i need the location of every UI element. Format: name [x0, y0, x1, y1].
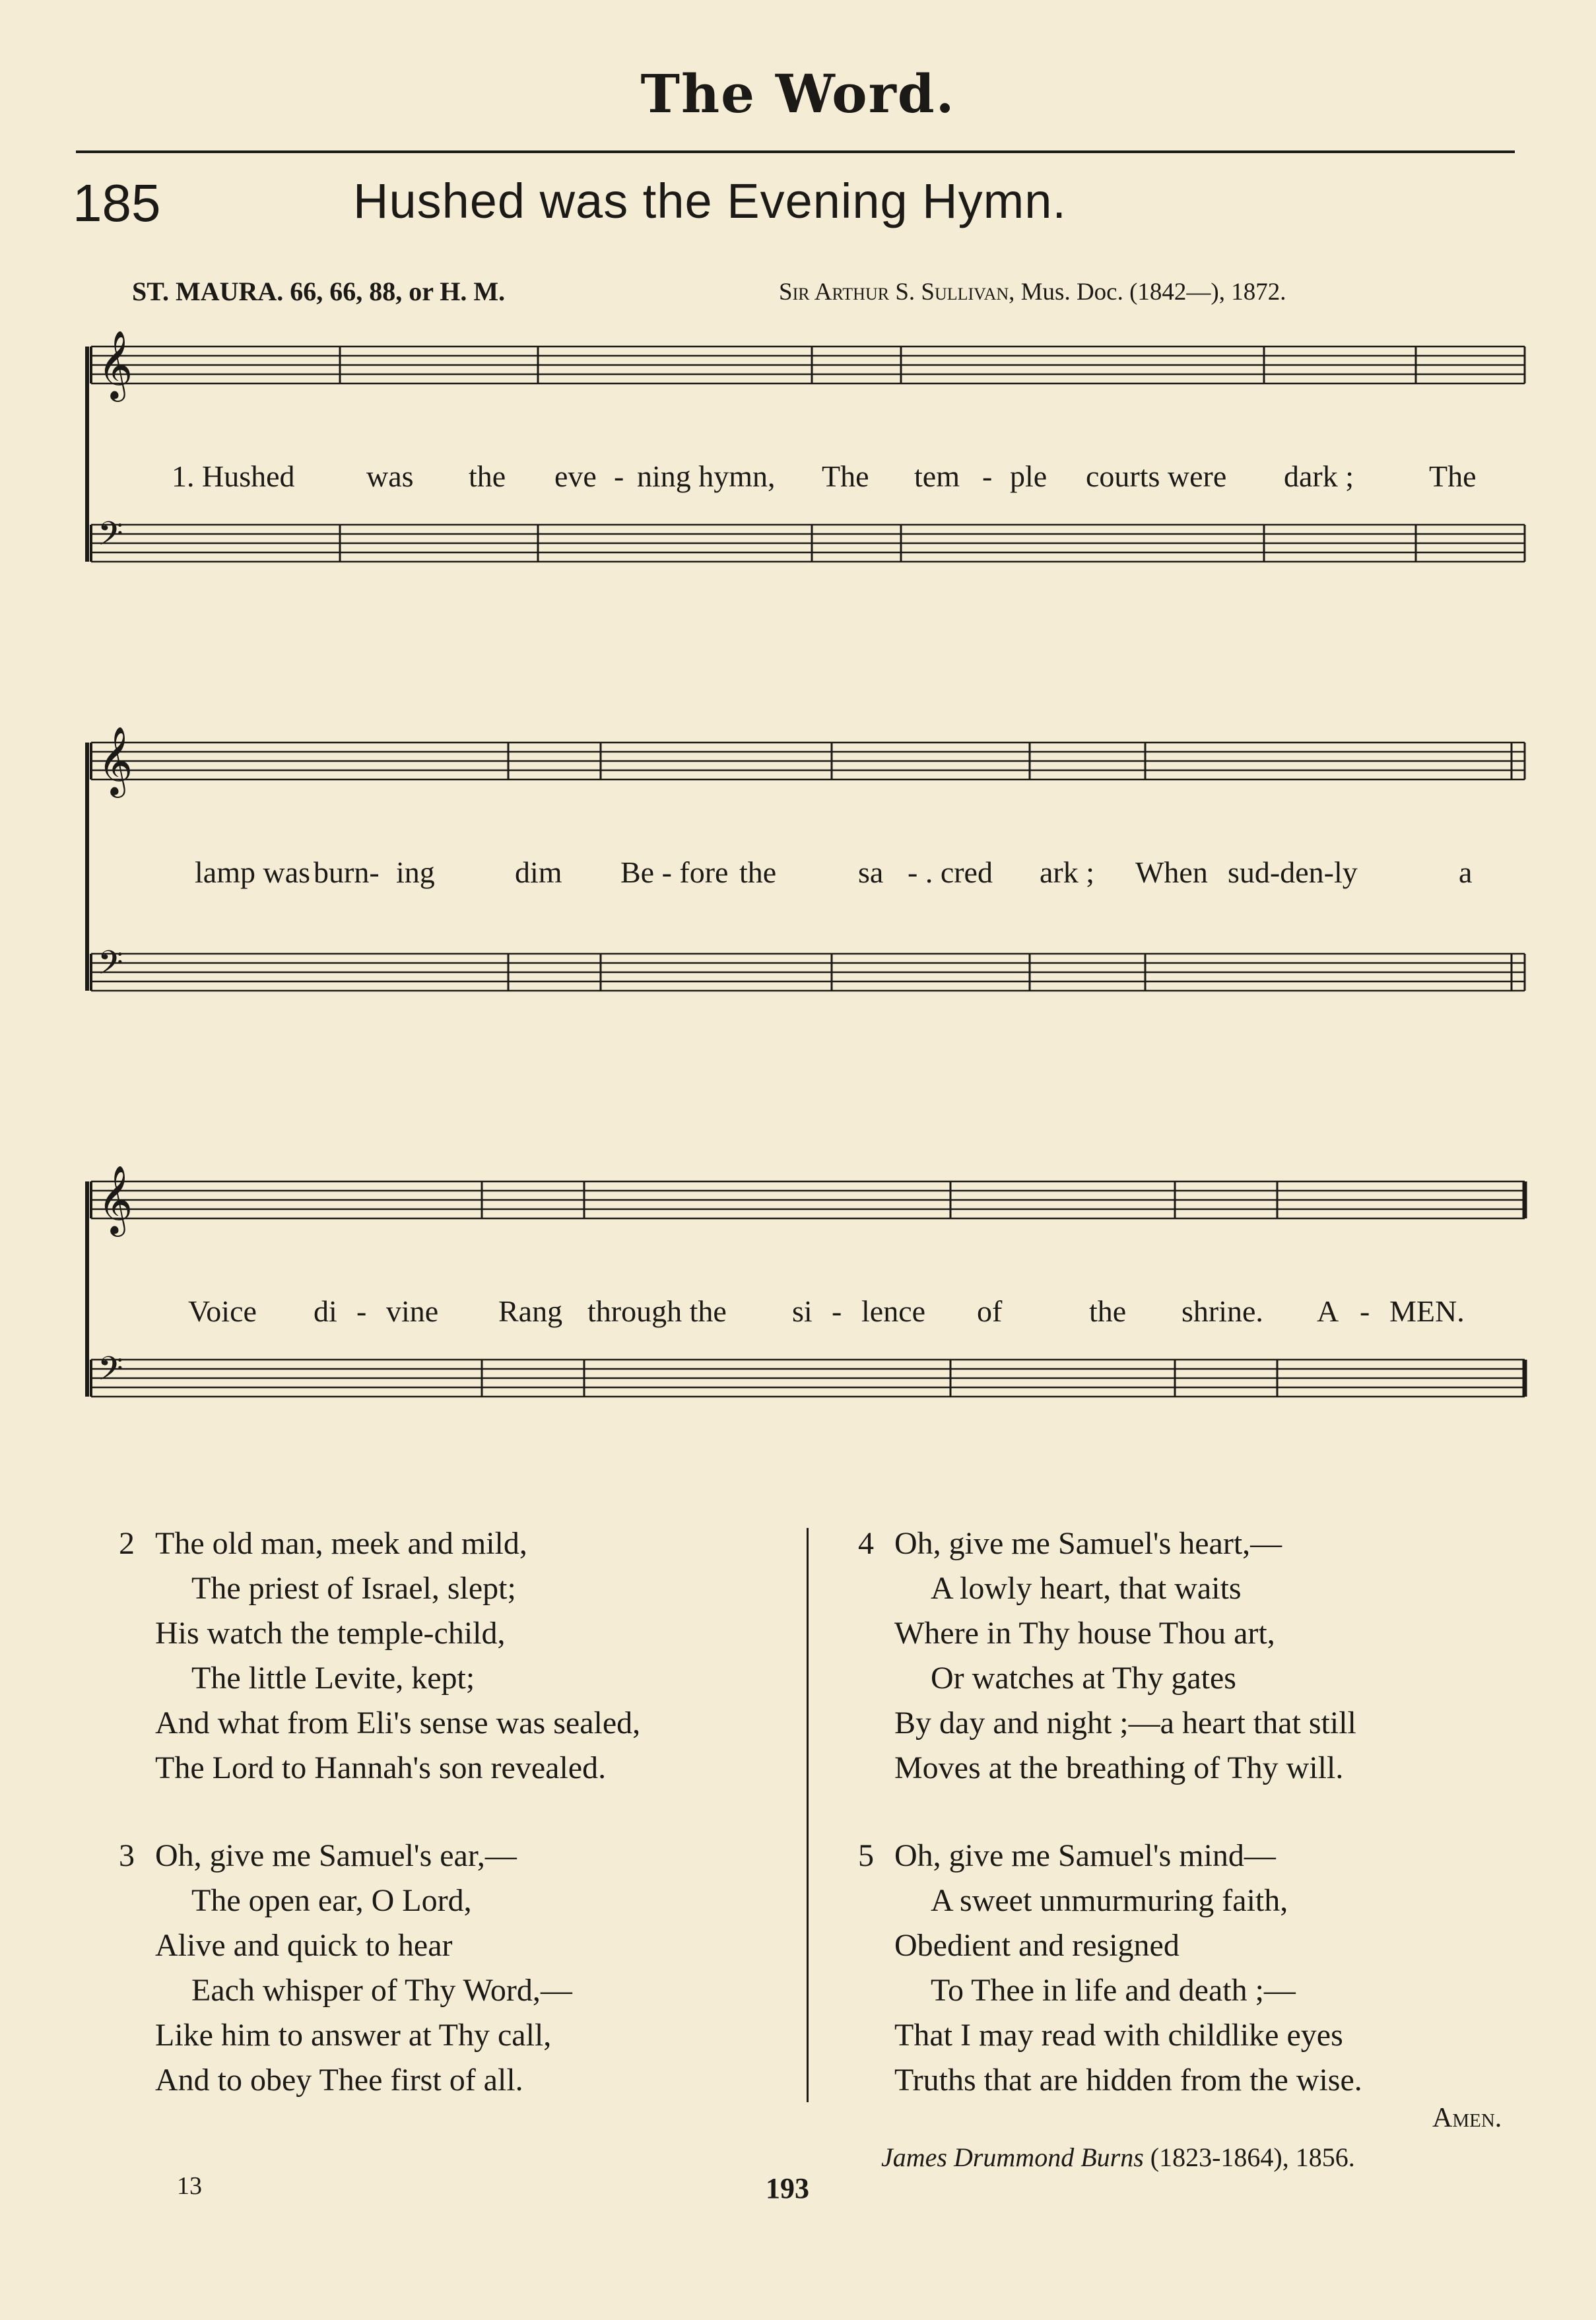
lyric-syllable: vine [386, 1294, 439, 1328]
lyric-syllable: the [739, 855, 777, 889]
lyric-syllable: dark ; [1284, 459, 1354, 493]
lyric-syllable: a [1459, 855, 1473, 889]
music-system-1 [79, 327, 1531, 644]
lyric-syllable: Be - fore [620, 855, 729, 889]
lyric-syllable: MEN. [1389, 1294, 1465, 1328]
lyric-syllable: lamp was [195, 855, 311, 889]
lyric-syllable: ing [396, 855, 435, 889]
lyric-syllable: burn- [314, 855, 380, 889]
composer-name: Sir Arthur S. Sullivan [779, 279, 1009, 306]
stanza-line: The priest of Israel, slept; [191, 1571, 516, 1606]
composer-details: , Mus. Doc. (1842—), 1872. [1009, 279, 1286, 306]
author-name: James Drummond Burns [881, 2142, 1144, 2172]
stanza-line: That I may read with childlike eyes [894, 2018, 1343, 2053]
page-number: 193 [766, 2172, 809, 2204]
lyric-syllable: ning hymn, [637, 459, 776, 493]
amen-text: Amen. [1432, 2103, 1502, 2133]
lyric-syllable: was [366, 459, 414, 493]
stanza-line: The little Levite, kept; [191, 1661, 475, 1696]
lyric-syllable: Rang [498, 1294, 563, 1328]
stanza-line: The old man, meek and mild, [155, 1526, 527, 1561]
music-system-3 [79, 1162, 1531, 1465]
author-dates: (1823-1864), 1856. [1143, 2142, 1355, 2172]
bass-clef-icon: 𝄢 [98, 944, 123, 990]
lyric-syllable: The [822, 459, 869, 493]
treble-clef-icon: 𝄞 [98, 1165, 133, 1234]
stanza-number: 4 [858, 1526, 874, 1561]
tune-meter-line: ST. MAURA. 66, 66, 88, or H. M. [132, 277, 506, 306]
lyric-syllable: tem [914, 459, 960, 493]
stanza-line: To Thee in life and death ;— [931, 1973, 1296, 2008]
treble-clef-icon: 𝄞 [98, 330, 133, 399]
lyric-syllable: courts were [1086, 459, 1227, 493]
lyric-syllable: When [1135, 855, 1208, 889]
music-system-2 [79, 723, 1531, 1092]
stanza-line: Like him to answer at Thy call, [155, 2018, 552, 2053]
lyric-syllable: lence [861, 1294, 926, 1328]
lyric-syllable: 1. Hushed [172, 459, 295, 493]
bass-clef-icon: 𝄢 [98, 515, 123, 561]
stanza-line: A lowly heart, that waits [931, 1571, 1242, 1606]
lyric-syllable: - [356, 1294, 367, 1328]
lyric-syllable: of [977, 1294, 1003, 1328]
lyric-syllable: shrine. [1181, 1294, 1263, 1328]
stanza-line: The Lord to Hannah's son revealed. [155, 1750, 607, 1785]
lyric-syllable: - . cred [908, 855, 993, 889]
column-divider [807, 1528, 809, 2102]
lyric-syllable: - [982, 459, 993, 493]
stanza-line: Oh, give me Samuel's heart,— [894, 1526, 1282, 1561]
printer-signature-mark: 13 [177, 2172, 202, 2200]
stanza-line: Oh, give me Samuel's mind— [894, 1838, 1276, 1873]
stanza-line: And to obey Thee first of all. [155, 2063, 523, 2098]
lyric-syllable: through the [587, 1294, 727, 1328]
header-rule [76, 150, 1515, 153]
lyric-syllable: Voice [188, 1294, 257, 1328]
lyric-syllable: eve [554, 459, 597, 493]
lyric-syllable: The [1429, 459, 1477, 493]
stanza-line: And what from Eli's sense was sealed, [155, 1706, 641, 1740]
lyric-syllable: the [1089, 1294, 1127, 1328]
stanza-line: Where in Thy house Thou art, [894, 1616, 1275, 1651]
composer-credit [779, 278, 1286, 306]
stanza-line: Moves at the breathing of Thy will. [894, 1750, 1344, 1785]
treble-clef-icon: 𝄞 [98, 726, 133, 795]
lyric-syllable: - [832, 1294, 842, 1328]
stanza-number: 3 [119, 1838, 135, 1873]
lyric-syllable: sa [858, 855, 884, 889]
stanza-line: By day and night ;—a heart that still [894, 1706, 1356, 1740]
stanza-line: His watch the temple-child, [155, 1616, 506, 1651]
stanza-line: The open ear, O Lord, [191, 1883, 472, 1918]
lyric-syllable: si [792, 1294, 813, 1328]
lyric-syllable: sud-den-ly [1228, 855, 1358, 889]
stanza-line: A sweet unmurmuring faith, [931, 1883, 1288, 1918]
lyric-syllable: - [614, 459, 624, 493]
hymn-title: Hushed was the Evening Hymn. [353, 174, 1067, 228]
stanza-number: 5 [858, 1838, 874, 1873]
lyric-syllable: A [1317, 1294, 1339, 1328]
running-head: The Word. [640, 63, 956, 125]
stanza-line: Each whisper of Thy Word,— [191, 1973, 572, 2008]
stanza-line: Obedient and resigned [894, 1928, 1180, 1963]
bass-clef-icon: 𝄢 [98, 1350, 123, 1396]
lyric-syllable: - [1360, 1294, 1370, 1328]
stanza-line: Truths that are hidden from the wise. [894, 2063, 1362, 2098]
lyric-syllable: ple [1010, 459, 1047, 493]
music-staves [79, 723, 1531, 1092]
stanza-line: Alive and quick to hear [155, 1928, 453, 1963]
lyric-syllable: dim [515, 855, 562, 889]
lyric-syllable: di [314, 1294, 337, 1328]
hymn-number: 185 [73, 174, 161, 232]
lyric-syllable: ark ; [1040, 855, 1095, 889]
stanza-line: Oh, give me Samuel's ear,— [155, 1838, 517, 1873]
stanza-line: Or watches at Thy gates [931, 1661, 1236, 1696]
author-credit [881, 2142, 1355, 2173]
lyric-syllable: the [469, 459, 506, 493]
stanza-number: 2 [119, 1526, 135, 1561]
